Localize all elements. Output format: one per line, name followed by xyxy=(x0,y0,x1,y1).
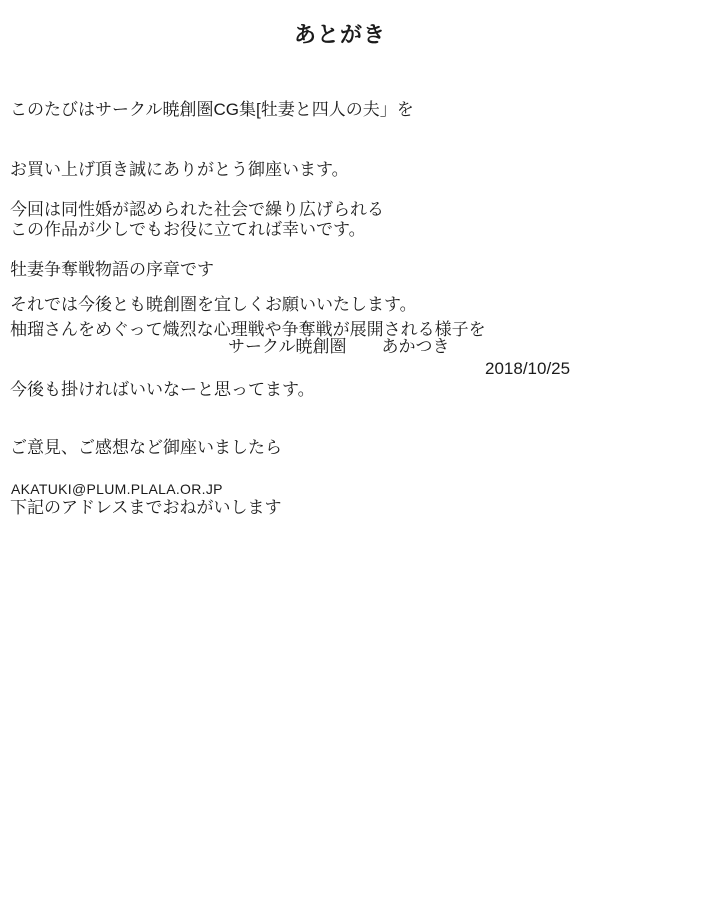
text-line: 柚瑠さんをめぐって熾烈な心理戦や争奪戦が展開される様子を xyxy=(10,320,486,339)
email-address: AKATUKI@PLUM.PLALA.OR.JP xyxy=(11,481,223,497)
text-line: この作品が少しでもお役に立てれば幸いです。 xyxy=(10,220,366,239)
text-line: 牡妻争奪戦物語の序章です xyxy=(10,260,214,279)
page-title: あとがき xyxy=(293,22,386,47)
text-line: 今後も掛ければいいなーと思ってます。 xyxy=(10,380,315,399)
feedback-paragraph xyxy=(10,398,282,558)
author-name: あかつき xyxy=(381,337,450,356)
text-line: お買い上げ頂き誠にありがとう御座います。 xyxy=(10,160,349,179)
circle-name: サークル暁創圏 xyxy=(228,337,347,356)
publication-date: 2018/10/25 xyxy=(485,359,571,378)
text-line: 今回は同性婚が認められた社会で繰り広げられる xyxy=(10,200,384,219)
text-line: それでは今後とも暁創圏を宜しくお願いいたします。 xyxy=(10,295,417,314)
signature-line xyxy=(228,337,450,357)
text-line: ご意見、ご感想など御座いましたら xyxy=(10,438,282,457)
text-line: 下記のアドレスまでおねがいします xyxy=(10,498,282,517)
text-line: このたびはサークル暁創圏CG集[牡妻と四人の夫」を xyxy=(10,100,414,119)
